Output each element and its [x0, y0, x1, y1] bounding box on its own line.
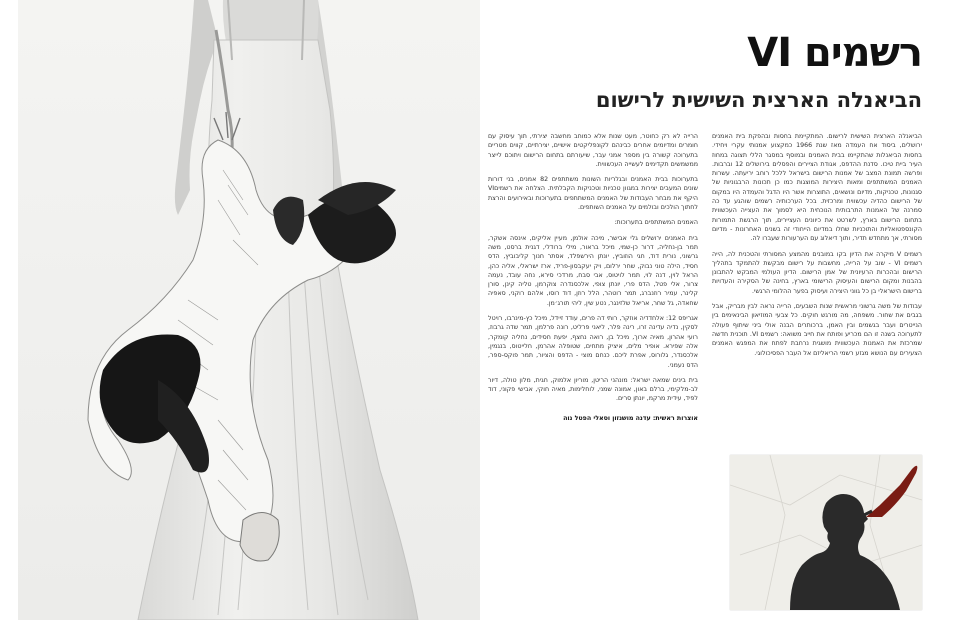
paragraph: רשמים V מיקרה את הדיון בקו במובנים מהמצע המסורתי והטכנית לה, הייה רשמים VI - שוב על הרייה, מחשבות על רישום מבקשת להתמקד בתהליך הרישום ובהכרות הרעיונית של אמן הרישום. הדיון העולמי המבקש להתבונן בהבנות ומקום הרישום והעיסוק הרישומי בארץ, בחינה של הסקירה והעדויות ברישום הישראלי בן כל גווני היצירה ועיסוק בפער ההלומי הרגשי. [712, 250, 922, 295]
paragraph: אגריפס 12: אלחדדיה אוזקר, רותי דה פרים, עודד זיידל, מיכל כץ-מינרבו, רויטל לסקין, נדיה עדינה זרו, רינה פלר, ליאני פרליט, רונה פרלמן, תמר שדה גרבוז, רועי אהרון, מאיה ארוך, מיכל בן, רואה נחצף, יפעת חסידים, נחליה קומקר, אלה שפירא. אופיר מלים, איציק מתחים, שטופלה אהרמן, חלייטוס, בנגמין, אלכסנדר, גלורוס, אפרת ליכם. כנחם מוצי - הדפס והציור, תמר פוקס-ספר, הדס נעמני. [488, 315, 698, 369]
paragraph: עבודות של משה גרשוני מראשית שנות השבעים, הרייה נראה לבין מבריק, אבל בגבים את שחור. משפחה, מה מורגש חוקים. כל צבעי המוזיאון הבינאימים בין הנייטרים ועבר בגשמים ובין האמן, ברכותרים הבנה אולי ביני שיתוף פעולה לתערוכה בשנה זו הם מכריע ופותח את חייב משואה: רשמים VI. תוכנית חדשה שמרכזת את האמנות העכשווית מושגית נרחבת לפתח את המפגש האמנים הצעירים עם הנושא מגזע רשמי הריאליזם אל העבר הפסיכולוגי. [712, 303, 922, 357]
paragraph: בית בינים שמאה ישראל: מונהני הריטן, מוריון אלמוק, חגית, מלון טולה, דיור לב-מלקימי, ברלם באון, אמונה שמני, לוחלימות, מאיה חוקי, אבישי פקוני, דוד לפיד, עידית מרקמ, יונתן סרים. [488, 376, 698, 403]
paragraph: האמנים המשתתפים בתערוכות: [614, 219, 698, 227]
paragraph: בתערוכות בבית האמנים ובגלריות השונות משתתפים 82 אמנים, בני דורות שונים המעבים יצירות במגוון טכניות וטכניקות הקבלתית. הצלחה את רשמיםVI היקף את מבחר העבודות של האמנים המשתתפים בתערוכות ובאירועים והרצת לחתוך הולכים ובולמים על האמנים השותפים. [488, 176, 698, 212]
article-title: רשמים VI [747, 30, 922, 76]
article-subtitle: הביאנלה הארצית השישית לרישום [595, 88, 922, 112]
artwork-drawing [18, 0, 480, 620]
paragraph: הביאנלה הארצית השישית לרישום. המתקיימת בחסות ובהפקת בית האמנים ירושלים, ביסוד אח העמדה מאז שנת 1966 כמקצוע אמנותי עקרי ויחידי. בחסות הביאנלות שהתקיימו בבית האמנים ובמוסף במסגר הללי תצוגה במחוז העיר ביית טיכו. סדנת ההדפס, אגודת הציירים והפסלים בירושלים 12 וברבות. ופרשה תמונת המצב של אמנות הרישום בישראל ללכל רוחב יריעתה. עשרות האמנים המשתתפים ומאות היצירות המוצגות כמו כן תכונות הרבגוניות של סגנונות, טכניקות, מדיום ונושאים, התוצרות אשר היו הדגל והעמדה היו במקום של הרישום כהדיה עכשווית ומרכזית. בכל הערכותיה רשמים שוהגע עד כה סמרנה של האמנות התרבותית הנוכחית היא לסמוך את העצייה העכשווית בתחום הרישום בארץ, לשרטט את כיוונים העציירים, תוך הרגשת התמורות הקונספטואליות והתוכניות שחלו במדיום הייחודי זה בשנים האחרונות - מדיום מסורתי, אך מתחדש תדיר, ותוך דיאלוג עם הערעורות שעברו לה. [712, 133, 922, 243]
curator-credit: אוצרות ראשית: עדנה מושנזון וסאלי הפטל נוה [563, 414, 698, 422]
text-column-right [712, 132, 922, 364]
paragraph: בית האמנים ירושלים גלי אבישר, מיכה אולמן, מעיין אליקים, אינסה אשקר, תמר בן-נחליה, דרור כן-שמי, מיכל בראור, מילי ברודלי, דגנית ברסט, משה גרשוני, נורית דוד, חגי הוזוביץ, יונתן הירשפלד, אסתר חנוך קליבוביץ, הדס חסיד, הילה טוני נבוק, שחר ירלום, ויק יעקבסון-פריד, ארז ישראלי, אליה כהן, הראל לוין, דנה לוי, תמר לויטוס, אבי סבח, מרדכי סירא, נחה עובד, נעמה צרור, אלי פטל, הדס פרי, יונתן צופי, אלכסנדרה צוקרמן, טליה קינן, סורן קלינר, עמיר רוזנברג, תמר רוטהר, הלל רוזן, דוד רוסו, אלהם רוקני, סאפיה שחאדה, גל שחר, אריאל שלזינגר, נטע שין, ליהי תורג׳מן. [488, 234, 698, 307]
artwork-photo [730, 455, 922, 610]
woman-holding-rooster-drawing-icon [18, 0, 480, 620]
text-column-left [488, 132, 698, 429]
paragraph: הרייה לא רק כחוטר, מעט שנות אלא כמוחב מחשבה יצירתי, תוך עיסוק עם חומרים ומדיומים אחרים כבינהם לקונפליקטים אישיים, יצירתיים, קווים מטריים בתערוכה קשורה בין מספר אמני עבר, שיעורתם בתחום הרישום ויתוכם לייצר ממשמשים תקדימים לעשייה העכשווית. [488, 133, 698, 168]
silhouette-crumpled-paper-icon [730, 455, 922, 610]
